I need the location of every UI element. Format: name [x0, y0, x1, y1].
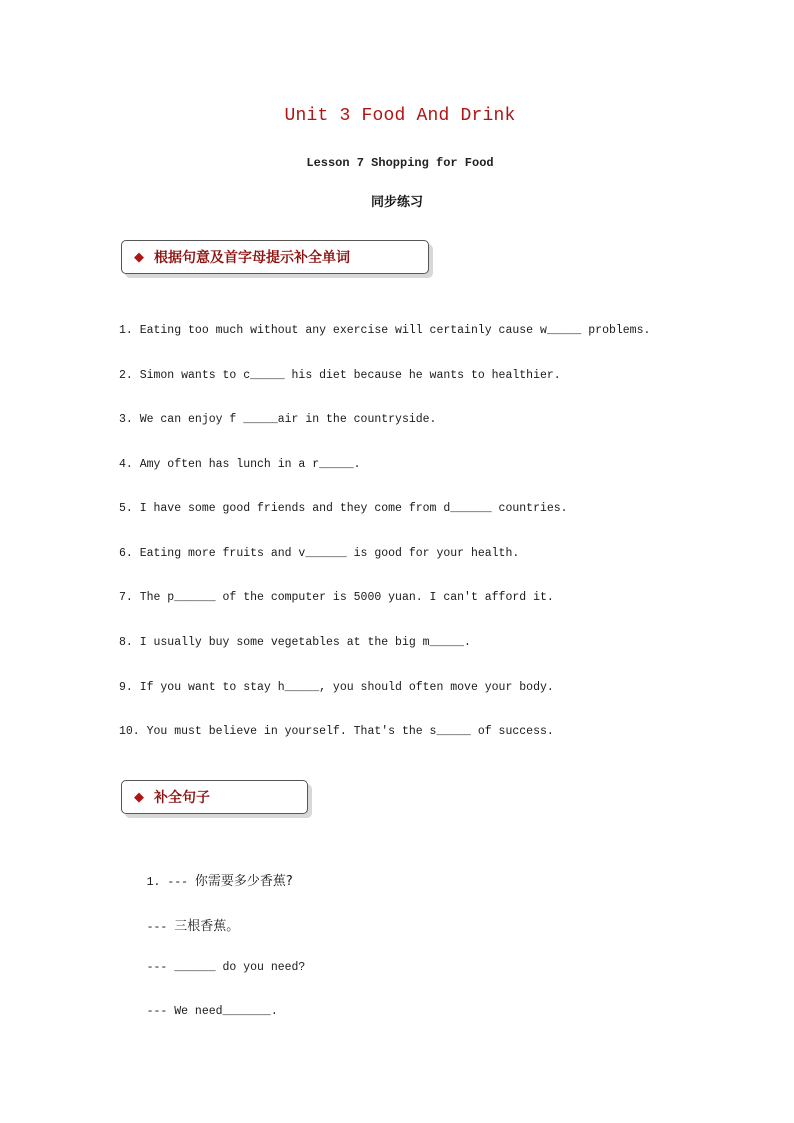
diamond-icon: ◆	[134, 249, 144, 265]
exercise-item	[119, 857, 293, 902]
exercise-item: 5. I have some good friends and they come from d______ countries.	[119, 502, 568, 515]
dialogue-chinese: 你需要多少香蕉?	[194, 874, 293, 889]
dialogue-prefix: ---	[146, 921, 175, 934]
exercise-item: 4. Amy often has lunch in a r_____.	[119, 458, 361, 471]
exercise-item: 1. Eating too much without any exercise will certainly cause w_____ problems.	[119, 324, 651, 337]
section-header-word-completion	[121, 240, 429, 274]
document-title: Unit 3 Food And Drink	[284, 106, 516, 126]
practice-title: 同步练习	[370, 195, 423, 210]
exercise-item: 6. Eating more fruits and v______ is good for your health.	[119, 547, 520, 560]
section-label: 补全句子	[154, 790, 210, 806]
exercise-item: 10. You must believe in yourself. That's the s_____ of success.	[119, 725, 554, 738]
diamond-icon: ◆	[134, 789, 144, 805]
lesson-title: Lesson 7 Shopping for Food	[306, 156, 494, 170]
section-label: 根据句意及首字母提示补全单词	[154, 250, 350, 266]
exercise-item: 3. We can enjoy f _____air in the countryside.	[119, 413, 437, 426]
exercise-item	[119, 902, 239, 947]
exercise-item: 2. Simon wants to c_____ his diet because he wants to healthier.	[119, 369, 561, 382]
exercise-item: 7. The p______ of the computer is 5000 yuan. I can't afford it.	[119, 591, 554, 604]
exercise-item	[119, 992, 278, 1031]
exercise-item: 8. I usually buy some vegetables at the big m_____.	[119, 636, 471, 649]
section-header-sentence-completion	[121, 780, 308, 814]
dialogue-chinese: 三根香蕉。	[174, 919, 240, 934]
dialogue-prefix: --- ______ do you need?	[146, 961, 306, 974]
exercise-item	[119, 948, 305, 987]
dialogue-prefix: 1. ---	[146, 876, 195, 889]
dialogue-prefix: --- We need_______.	[146, 1005, 278, 1018]
exercise-item: 9. If you want to stay h_____, you should often move your body.	[119, 681, 554, 694]
